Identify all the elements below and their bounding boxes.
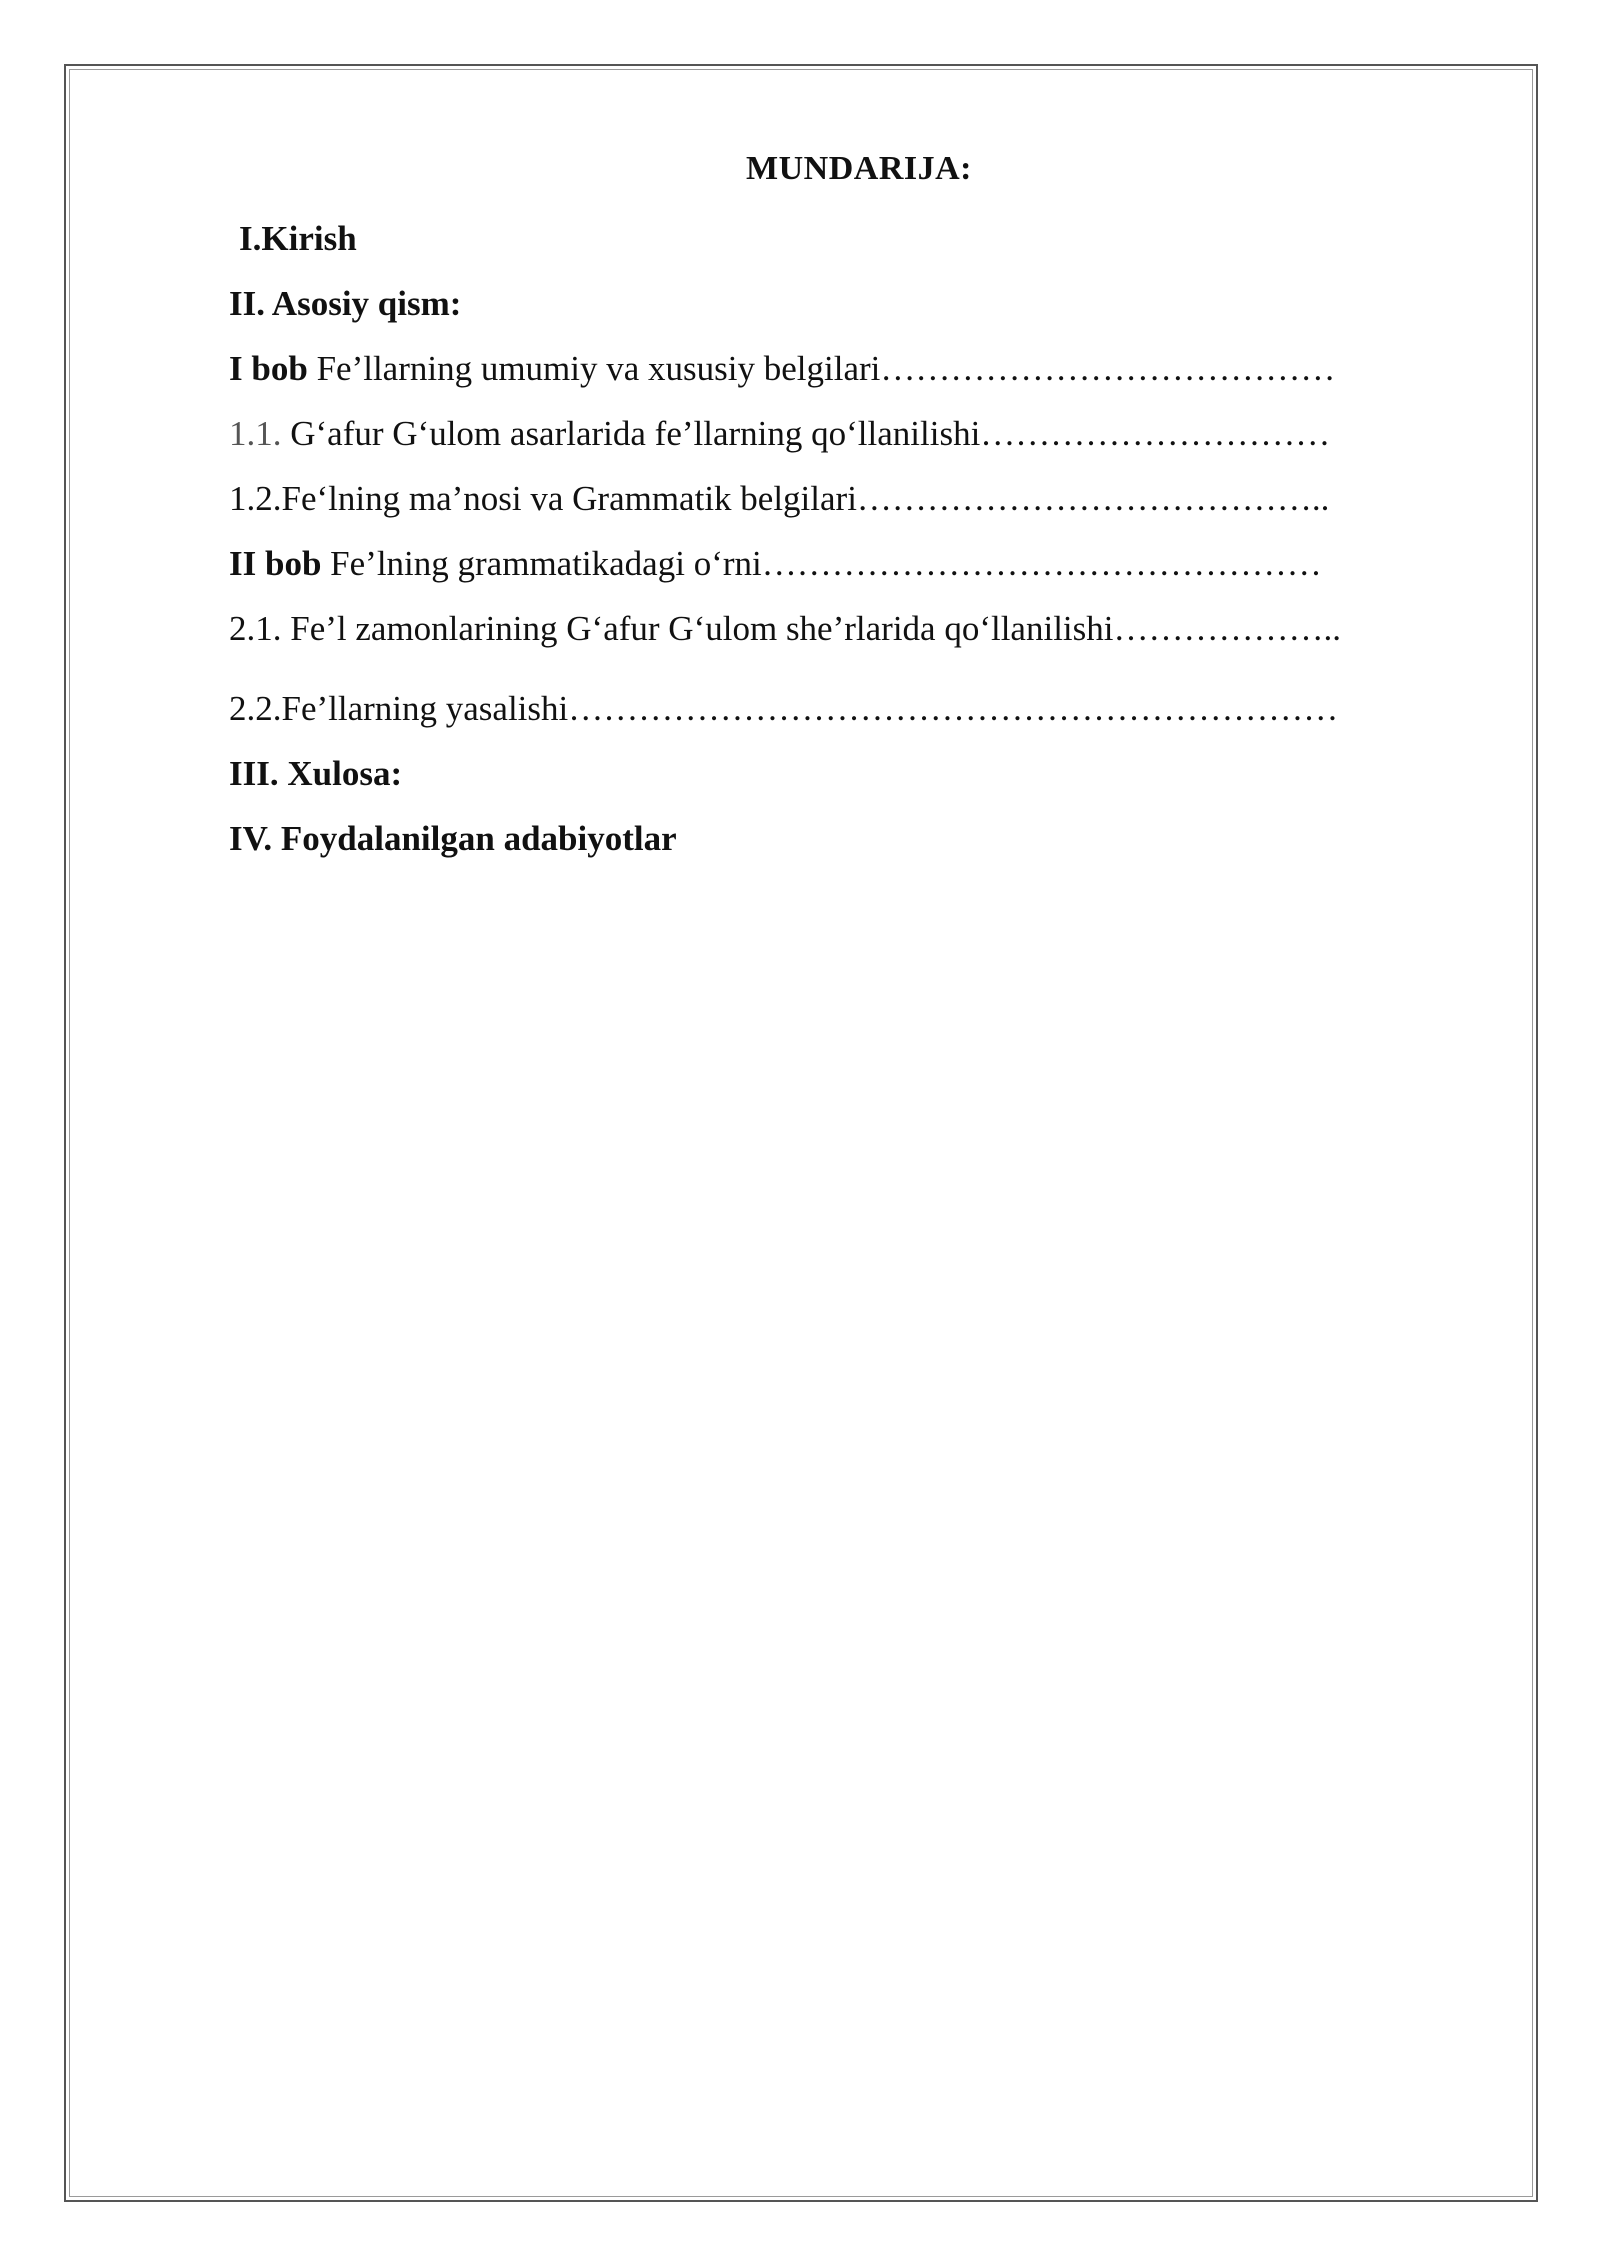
toc-entry-kirish: [239, 218, 357, 260]
toc-entry-bob-2: [229, 543, 1322, 585]
toc-entry-text: 2.2.Fe’llarning yasalishi: [229, 689, 569, 728]
toc-entry-label: III. Xulosa:: [229, 754, 403, 793]
toc-entry-leader: …………………………………..: [856, 479, 1330, 518]
toc-entry-text: Fe’llarning umumiy va xususiy belgilari: [307, 349, 881, 388]
toc-entry-leader: …………………………………………: [761, 544, 1322, 583]
toc-entry-label: IV. Foydalanilgan adabiyotlar: [229, 819, 677, 858]
toc-title: MUNDARIJA:: [746, 150, 972, 187]
toc-entry-xulosa: [229, 753, 402, 795]
toc-entry-leader: …………………………………: [880, 349, 1336, 388]
toc-entry-leader: …………………………………………………………: [568, 689, 1339, 728]
toc-entry-bob-1: [229, 348, 1335, 390]
toc-entry-prefix: 1.1.: [229, 414, 282, 453]
toc-entry-leader: …………………………: [980, 414, 1331, 453]
toc-entry-asosiy-qism: [229, 283, 461, 325]
toc-entry-leader: ………………..: [1113, 609, 1341, 648]
toc-entry-2-1: [229, 608, 1341, 650]
toc-entry-text: G‘afur G‘ulom asarlarida fe’llarning qo‘llanilishi: [281, 414, 981, 453]
toc-entry-2-2: [229, 688, 1338, 730]
toc-entry-text: 1.2.Fe‘lning ma’nosi va Grammatik belgilari: [229, 479, 857, 518]
toc-entry-prefix: I bob: [229, 349, 308, 388]
toc-entry-1-1: [229, 413, 1330, 455]
toc-entry-1-2: [229, 478, 1329, 520]
toc-entry-text: Fe’lning grammatikadagi o‘rni: [321, 544, 762, 583]
toc-entry-label: II. Asosiy qism:: [229, 284, 462, 323]
toc-entry-adabiyotlar: [229, 818, 677, 860]
toc-entry-text: 2.1. Fe’l zamonlarining G‘afur G‘ulom she’rlarida qo‘llanilishi: [229, 609, 1114, 648]
toc-entry-prefix: II bob: [229, 544, 322, 583]
toc-entry-label: I.Kirish: [239, 219, 357, 258]
